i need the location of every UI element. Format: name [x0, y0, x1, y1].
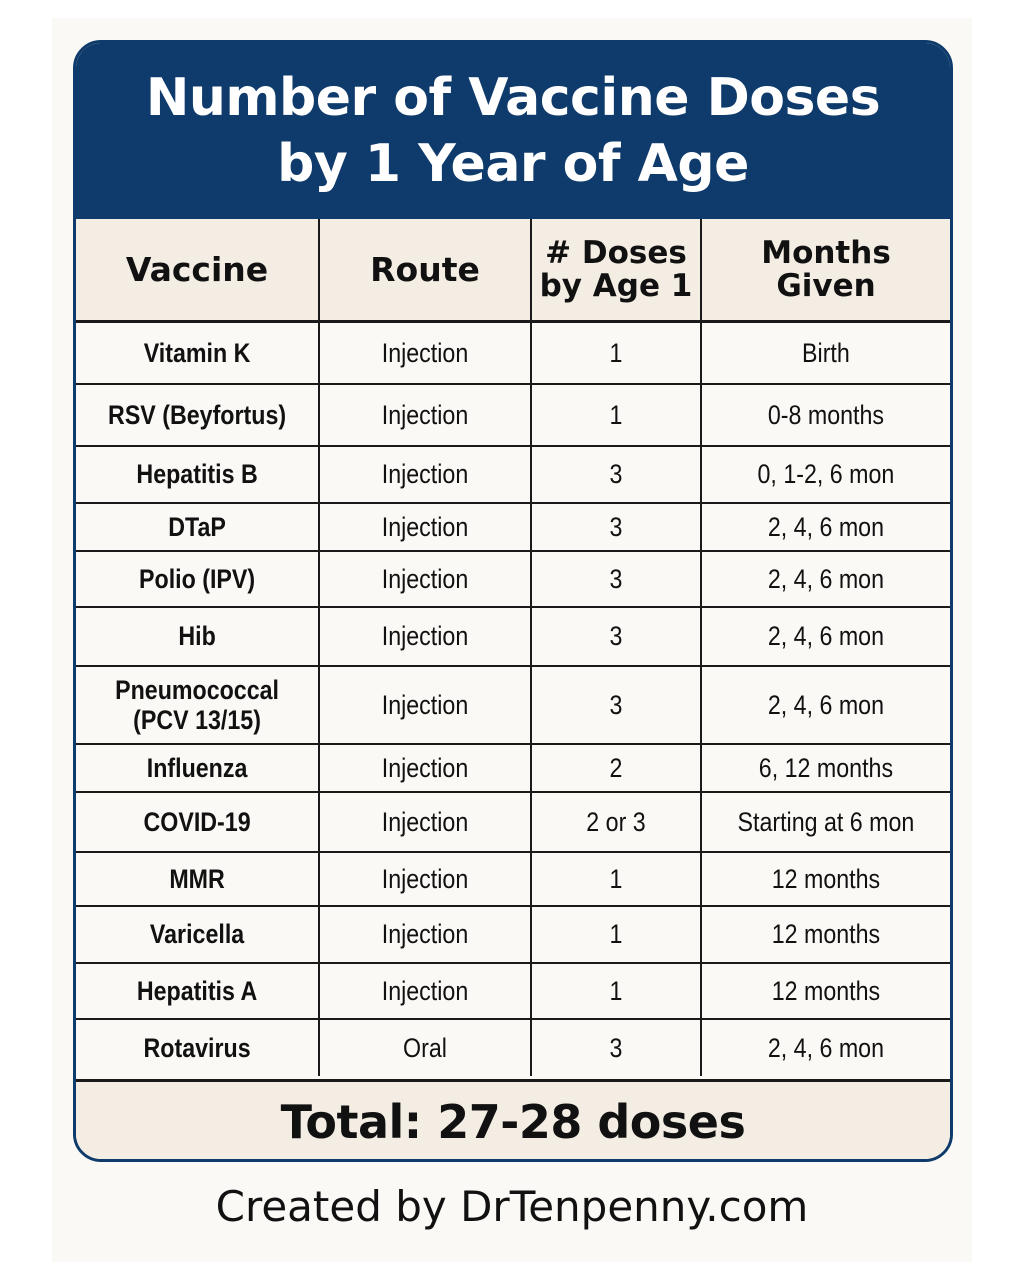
- route-cell: Injection: [334, 384, 516, 446]
- table-row: [76, 1019, 950, 1076]
- vaccine-name-cell: [93, 384, 302, 446]
- route-cell: Injection: [334, 551, 516, 607]
- vaccine-name-line: MMR: [169, 863, 225, 894]
- route-cell: Injection: [334, 446, 516, 503]
- vaccine-name-cell: [93, 963, 302, 1019]
- table-row: [76, 607, 950, 666]
- months-cell: 12 months: [718, 906, 932, 963]
- doses-cell: 1: [543, 852, 689, 906]
- doses-cell: 2 or 3: [543, 792, 689, 852]
- months-cell: 0-8 months: [718, 384, 932, 446]
- table-row: [76, 666, 950, 744]
- months-cell: 12 months: [718, 963, 932, 1019]
- route-cell: Injection: [334, 322, 516, 384]
- months-cell: Starting at 6 mon: [718, 792, 932, 852]
- doses-cell: 3: [543, 666, 689, 744]
- doses-cell: 1: [543, 906, 689, 963]
- total-banner: [76, 1079, 950, 1162]
- header-doses: [531, 219, 701, 322]
- route-cell: Injection: [334, 963, 516, 1019]
- table-row: [76, 906, 950, 963]
- table-row: [76, 503, 950, 551]
- credit-line: Created by DrTenpenny.com: [215, 1182, 809, 1231]
- vaccine-name-line: COVID-19: [143, 806, 251, 837]
- vaccine-name-cell: [93, 1019, 302, 1076]
- vaccine-name-cell: [93, 607, 302, 666]
- doses-cell: 1: [543, 322, 689, 384]
- vaccine-name-cell: [93, 446, 302, 503]
- table-row: [76, 322, 950, 384]
- header-doses-line-2: by Age 1: [539, 267, 693, 304]
- months-cell: 2, 4, 6 mon: [718, 551, 932, 607]
- vaccine-name-line: Varicella: [149, 919, 245, 949]
- vaccine-name-line: Pneumococcal: [115, 674, 280, 705]
- doses-cell: 1: [543, 963, 689, 1019]
- months-cell: Birth: [718, 322, 932, 384]
- doses-cell: 3: [543, 446, 689, 503]
- vaccine-name-cell: [93, 852, 302, 906]
- doses-cell: 1: [543, 384, 689, 446]
- doses-cell: 3: [543, 607, 689, 666]
- route-cell: Injection: [334, 744, 516, 792]
- route-cell: Injection: [334, 503, 516, 551]
- vaccine-name-cell: [93, 322, 302, 384]
- vaccine-name-cell: [93, 503, 302, 551]
- vaccine-name-line: Hepatitis A: [136, 975, 258, 1006]
- months-cell: 2, 4, 6 mon: [718, 666, 932, 744]
- header-months-line-2: Given: [776, 267, 876, 304]
- header-months-line-1: Months: [761, 234, 891, 271]
- vaccine-table: [76, 219, 950, 1076]
- header-months: [701, 219, 950, 322]
- vaccine-name-line: (PCV 13/15): [133, 704, 261, 735]
- table-row: [76, 446, 950, 503]
- title-line-2: by 1 Year of Age: [277, 134, 749, 194]
- vaccine-name-cell: [93, 906, 302, 963]
- vaccine-name-line: Hepatitis B: [136, 459, 258, 489]
- vaccine-name-cell: [93, 744, 302, 792]
- months-cell: 12 months: [718, 852, 932, 906]
- months-cell: 2, 4, 6 mon: [767, 1032, 885, 1063]
- vaccine-name-line: Hib: [178, 621, 216, 651]
- vaccine-name-cell: [93, 666, 302, 744]
- doses-cell: 3: [543, 503, 689, 551]
- doses-cell: 3: [543, 551, 689, 607]
- vaccine-name-line: DTaP: [168, 511, 226, 542]
- header-doses-line-1: # Doses: [545, 234, 687, 271]
- vaccine-name-line: Rotavirus: [143, 1032, 251, 1063]
- route-cell: Injection: [334, 792, 516, 852]
- vaccine-name-cell: [93, 792, 302, 852]
- title-line-1: Number of Vaccine Doses: [145, 68, 881, 128]
- title-banner: [76, 43, 950, 219]
- header-vaccine: Vaccine: [76, 219, 319, 322]
- table-body: [76, 322, 950, 1076]
- route-cell: Injection: [334, 666, 516, 744]
- months-cell: 6, 12 months: [718, 744, 932, 792]
- vaccine-name-line: Vitamin K: [143, 337, 251, 368]
- page-title: [103, 65, 923, 197]
- route-cell: Injection: [334, 607, 516, 666]
- doses-cell: 3: [543, 1019, 689, 1076]
- doses-cell: 2: [543, 744, 689, 792]
- months-cell: 2, 4, 6 mon: [718, 607, 932, 666]
- table-header-row: [76, 219, 950, 322]
- vaccine-name-line: RSV (Beyfortus): [108, 399, 287, 430]
- header-route: Route: [319, 219, 531, 322]
- route-cell: Oral: [334, 1019, 516, 1076]
- vaccine-name-cell: [93, 551, 302, 607]
- table-row: [76, 384, 950, 446]
- vaccine-chart-card: [73, 40, 953, 1162]
- months-cell: 0, 1-2, 6 mon: [718, 446, 932, 503]
- vaccine-name-line: Influenza: [146, 752, 248, 783]
- table-row: [76, 792, 950, 852]
- vaccine-name-line: Polio (IPV): [139, 563, 256, 594]
- table-row: [76, 744, 950, 792]
- table-row: [76, 963, 950, 1019]
- months-cell: 2, 4, 6 mon: [718, 503, 932, 551]
- table-row: [76, 852, 950, 906]
- total-doses: Total: 27-28 doses: [280, 1095, 746, 1149]
- table-row: [76, 551, 950, 607]
- route-cell: Injection: [334, 906, 516, 963]
- route-cell: Injection: [334, 852, 516, 906]
